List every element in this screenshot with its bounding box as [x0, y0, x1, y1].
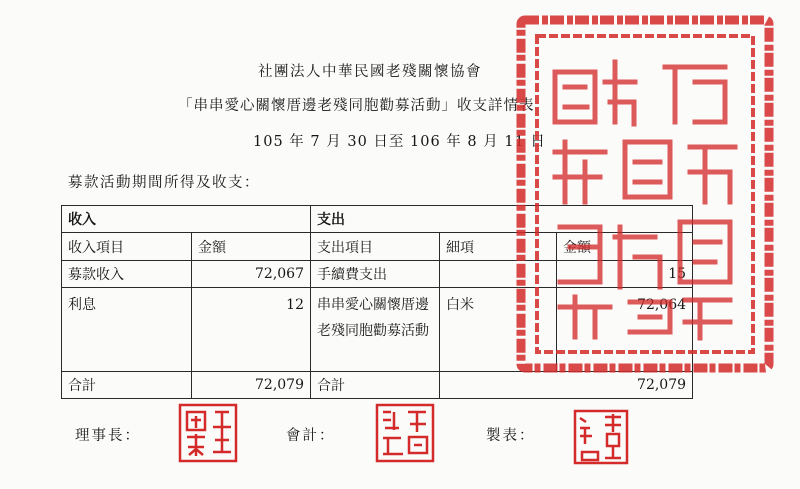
- total-expense: 72,079: [440, 371, 693, 398]
- report-title: 「串串愛心關懷厝邊老殘同胞勸募活動」收支詳情表: [178, 98, 535, 114]
- col-expense-amount: 金額: [557, 233, 693, 260]
- organization-name: 社團法人中華民國老殘關懷協會: [258, 64, 482, 80]
- accountant-seal: [374, 402, 436, 464]
- income-amount: 12: [192, 288, 311, 371]
- col-income-amount: 金額: [192, 233, 311, 260]
- accountant-label: 會計：: [286, 428, 336, 444]
- expense-amount: 15: [557, 260, 693, 287]
- income-heading: 收入: [62, 206, 311, 233]
- total-income-label: 合計: [62, 371, 192, 398]
- expense-heading: 支出: [311, 206, 693, 233]
- income-item: 利息: [62, 288, 192, 371]
- chairman-seal: [177, 402, 239, 464]
- income-amount: 72,067: [192, 260, 311, 287]
- preparer-label: 製表：: [486, 428, 536, 444]
- expense-item: 串串愛心關懷厝邊老殘同胞勸募活動: [311, 288, 440, 371]
- preparer-seal: [572, 408, 630, 466]
- col-detail: 細項: [440, 233, 557, 260]
- report-period: 105 年 7 月 30 日至 106 年 8 月 11 日: [253, 134, 546, 150]
- expense-amount: 72,064: [557, 288, 693, 371]
- expense-detail: 白米: [440, 288, 557, 371]
- chairman-label: 理事長：: [75, 428, 141, 444]
- expense-item: 手續費支出: [311, 260, 440, 287]
- total-income: 72,079: [192, 371, 311, 398]
- organization-seal: [515, 12, 777, 376]
- intro-text: 募款活動期間所得及收支：: [68, 175, 260, 191]
- total-expense-label: 合計: [311, 371, 440, 398]
- col-expense-item: 支出項目: [311, 233, 440, 260]
- col-income-item: 收入項目: [62, 233, 192, 260]
- income-item: 募款收入: [62, 260, 192, 287]
